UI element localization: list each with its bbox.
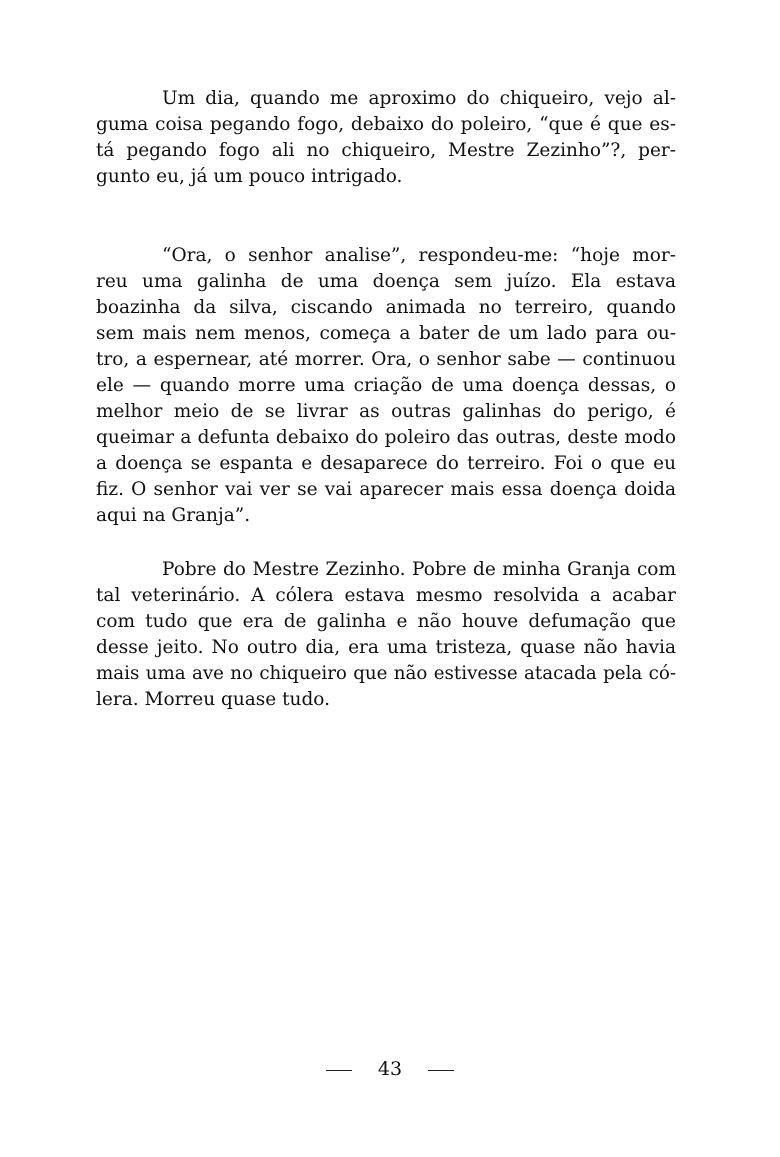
text-line: sem mais nem menos, começa a bater de um lado para ou- (96, 323, 676, 344)
text-line: reu uma galinha de uma doença sem juízo. Ela estava (96, 271, 676, 292)
text-line: gunto eu, já um pouco intrigado. (96, 166, 403, 187)
page-number: 43 (377, 1058, 403, 1080)
text-line: tá pegando fogo ali no chiqueiro, Mestre Zezinho”?, per- (96, 140, 676, 161)
page-number-footer (0, 1056, 780, 1082)
left-dash (326, 1070, 352, 1071)
text-line: Um dia, quando me aproximo do chiqueiro, vejo al- (162, 88, 676, 109)
paragraph-2 (96, 243, 676, 529)
text-line: melhor meio de se livrar as outras galinhas do perigo, é (96, 401, 676, 422)
text-line: Pobre do Mestre Zezinho. Pobre de minha Granja com (162, 559, 676, 580)
paragraph-3 (96, 557, 676, 713)
text-line: ele — quando morre uma criação de uma doença dessas, o (96, 375, 676, 396)
text-line: guma coisa pegando fogo, debaixo do poleiro, “que é que es- (96, 114, 676, 135)
text-line: com tudo que era de galinha e não houve defumação que (96, 611, 676, 632)
text-line: tal veterinário. A cólera estava mesmo resolvida a acabar (96, 585, 676, 606)
text-line: a doença se espanta e desaparece do terreiro. Foi o que eu (96, 453, 676, 474)
paragraph-1 (96, 86, 676, 190)
text-line: boazinha da silva, ciscando animada no terreiro, quando (96, 297, 676, 318)
text-line: lera. Morreu quase tudo. (96, 689, 331, 710)
text-line: desse jeito. No outro dia, era uma tristeza, quase não havia (96, 637, 676, 658)
text-line: queimar a defunta debaixo do poleiro das outras, deste modo (96, 427, 676, 448)
text-line: tro, a espernear, até morrer. Ora, o senhor sabe — continuou (96, 349, 676, 370)
text-line: mais uma ave no chiqueiro que não estivesse atacada pela có- (96, 663, 676, 684)
text-line: “Ora, o senhor analise”, respondeu-me: “hoje mor- (162, 245, 676, 266)
text-line: aqui na Granja”. (96, 505, 251, 526)
text-line: fiz. O senhor vai ver se vai aparecer mais essa doença doida (96, 479, 676, 500)
right-dash (428, 1070, 454, 1071)
